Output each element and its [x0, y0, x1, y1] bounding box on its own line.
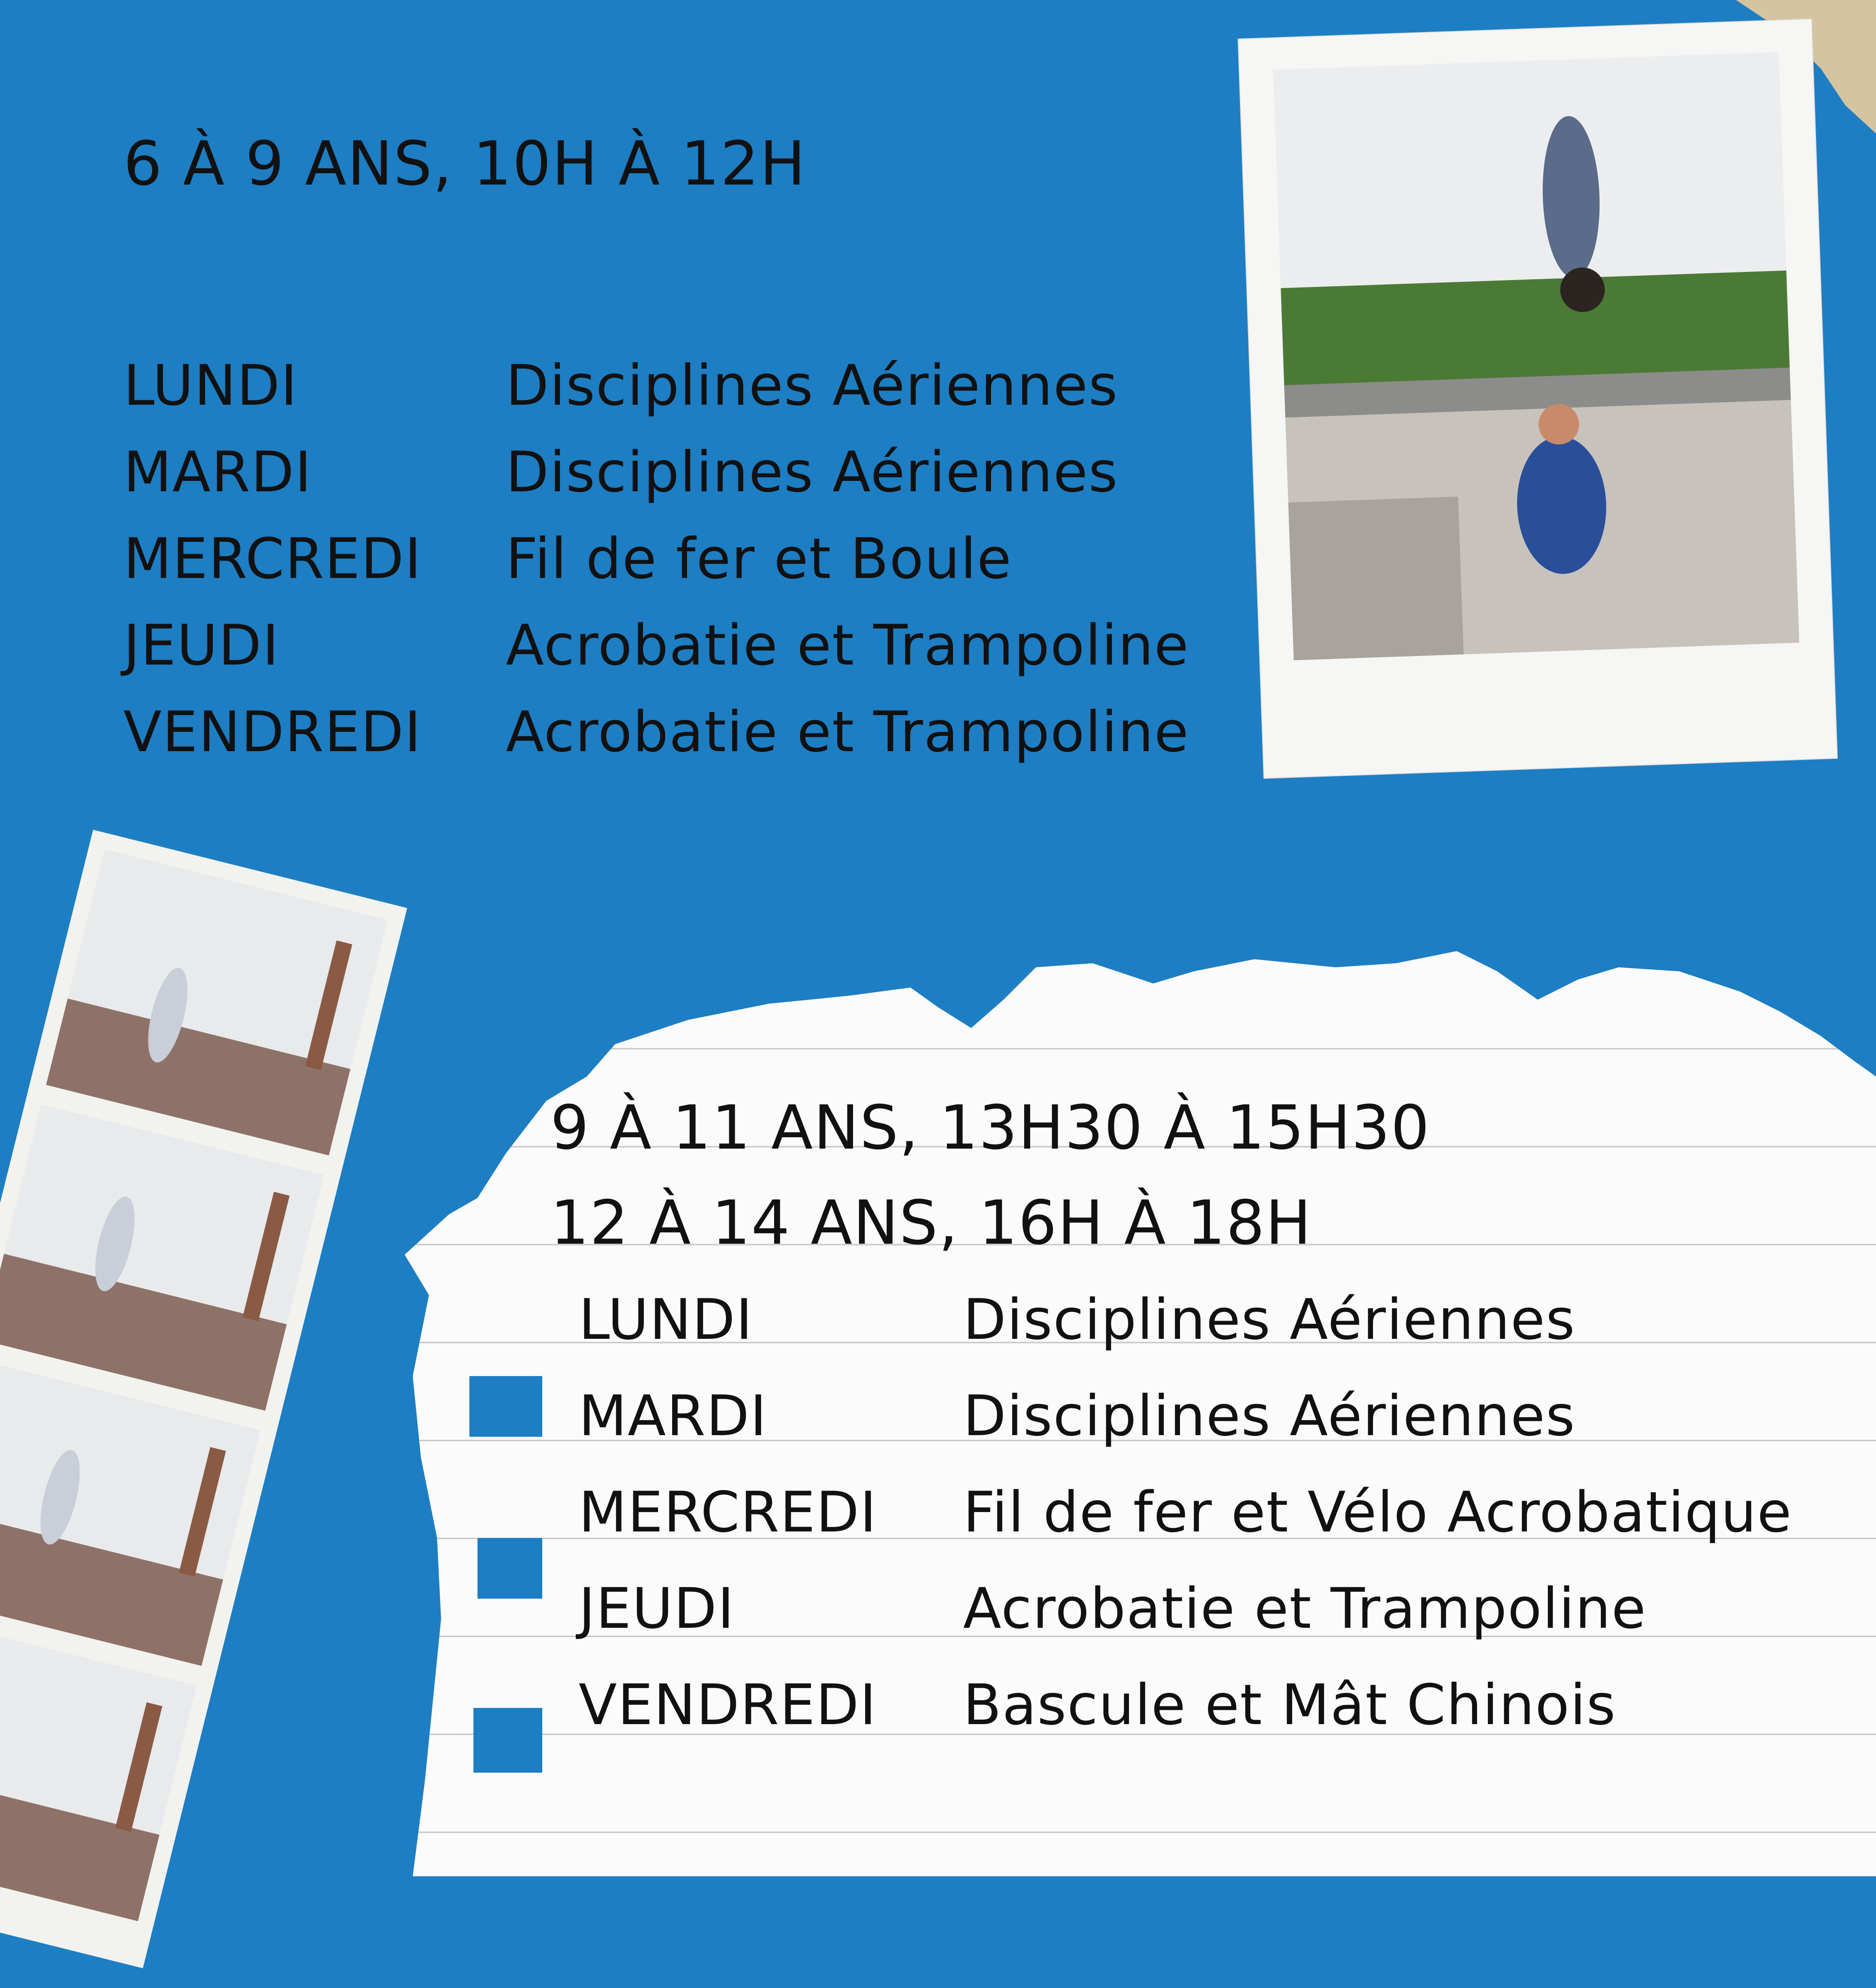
section1-activity-3: Fil de fer et Boule	[506, 526, 1012, 591]
section1-day-2: MARDI	[123, 440, 312, 505]
section2-day-3: MERCREDI	[579, 1480, 877, 1545]
section1-title: 6 À 9 ANS, 10H À 12H	[123, 129, 806, 199]
punch-hole	[469, 1376, 542, 1437]
section1-day-3: MERCREDI	[123, 526, 422, 591]
section1-day-1: LUNDI	[123, 353, 298, 418]
punch-hole	[477, 1538, 542, 1599]
section2-activity-1: Disciplines Aériennes	[963, 1287, 1576, 1352]
section2-day-4: JEUDI	[579, 1576, 735, 1641]
section1-activity-1: Disciplines Aériennes	[506, 353, 1118, 418]
section2-day-5: VENDREDI	[579, 1672, 877, 1737]
section1-day-4: JEUDI	[123, 613, 280, 678]
section2-title-line1: 9 À 11 ANS, 13H30 À 15H30	[550, 1093, 1430, 1163]
section2-title-line2: 12 À 14 ANS, 16H À 18H	[550, 1188, 1312, 1258]
section2-activity-2: Disciplines Aériennes	[963, 1383, 1576, 1449]
section2-day-1: LUNDI	[579, 1287, 753, 1352]
punch-hole	[473, 1708, 542, 1773]
section1-activity-2: Disciplines Aériennes	[506, 440, 1118, 505]
section2-activity-5: Bascule et Mât Chinois	[963, 1672, 1617, 1737]
polaroid-photo	[1237, 19, 1838, 779]
section2-activity-4: Acrobatie et Trampoline	[963, 1576, 1647, 1641]
section1-activity-5: Acrobatie et Trampoline	[506, 699, 1190, 765]
section2-day-2: MARDI	[579, 1383, 768, 1449]
section1-activity-4: Acrobatie et Trampoline	[506, 613, 1190, 678]
section2-activity-3: Fil de fer et Vélo Acrobatique	[963, 1480, 1793, 1545]
section1-day-5: VENDREDI	[123, 699, 422, 765]
